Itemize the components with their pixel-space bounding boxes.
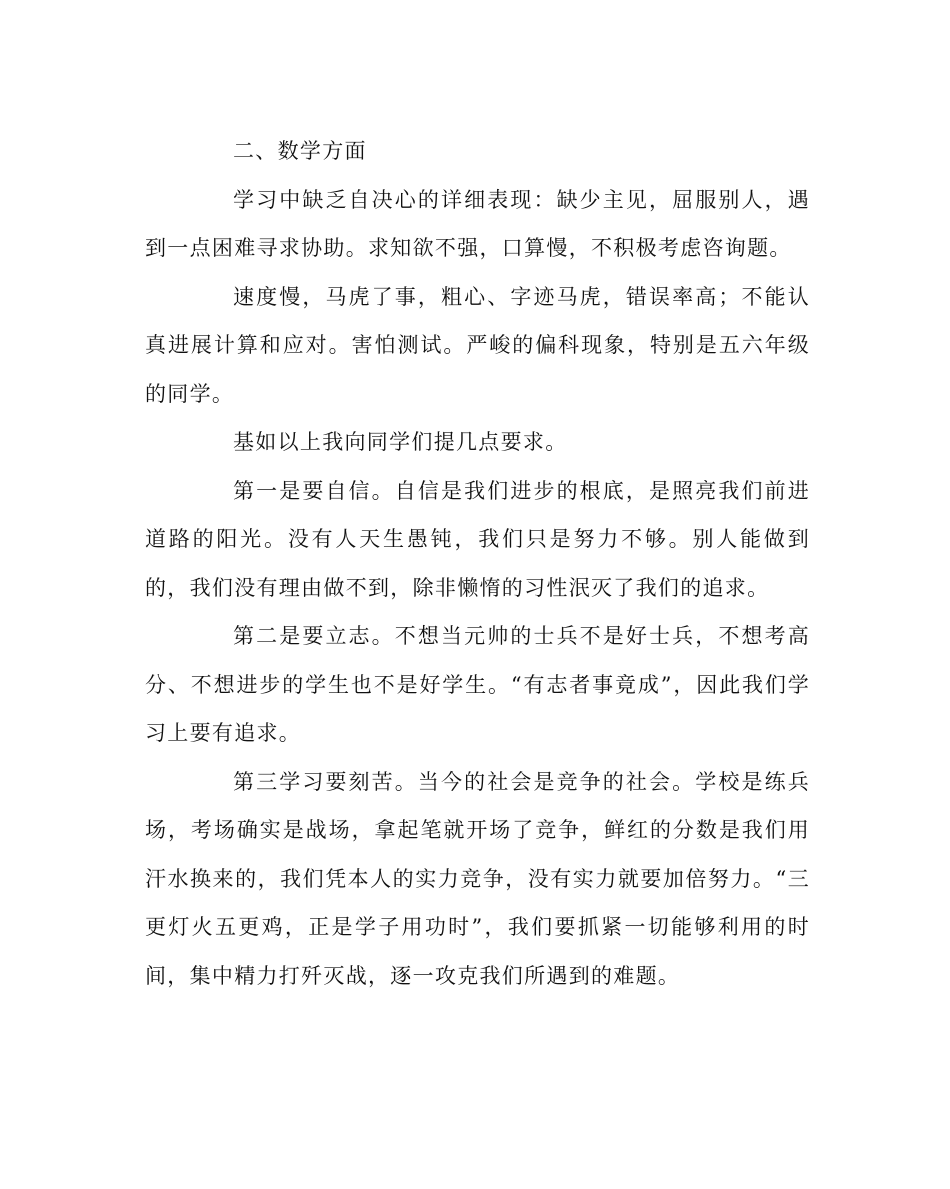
paragraph-first-confidence: 第一是要自信。自信是我们进步的根底，是照亮我们前进道路的阳光。没有人天生愚钝，我们只是努力不够。别人能做到的，我们没有理由做不到，除非懒惰的习性泯灭了我们的追求。 xyxy=(145,478,810,600)
document-body xyxy=(145,127,810,1000)
section-heading-math: 二、数学方面 xyxy=(233,139,367,163)
paragraph-slow-careless: 速度慢，马虎了事，粗心、字迹马虎，错误率高；不能认真进展计算和应对。害怕测试。严峻的偏科现象，特别是五六年级的同学。 xyxy=(145,284,810,406)
paragraph-third-diligence: 第三学习要刻苦。当今的社会是竞争的社会。学校是练兵场，考场确实是战场，拿起笔就开场了竞争，鲜红的分数是我们用汗水换来的，我们凭本人的实力竞争，没有实力就要加倍努力。“三更灯火五更鸡，正是学子用功时”，我们要抓紧一切能够利用的时间，集中精力打歼灭战，逐一攻克我们所遇到的难题。 xyxy=(145,769,810,988)
paragraph-requirements-intro: 基如以上我向同学们提几点要求。 xyxy=(233,430,568,454)
paragraph-second-ambition: 第二是要立志。不想当元帅的士兵不是好士兵，不想考高分、不想进步的学生也不是好学生。“有志者事竟成”，因此我们学习上要有追求。 xyxy=(145,624,810,745)
paragraph-lack-determination: 学习中缺乏自决心的详细表现：缺少主见，屈服别人，遇到一点困难寻求协助。求知欲不强，口算慢，不积极考虑咨询题。 xyxy=(145,187,810,260)
